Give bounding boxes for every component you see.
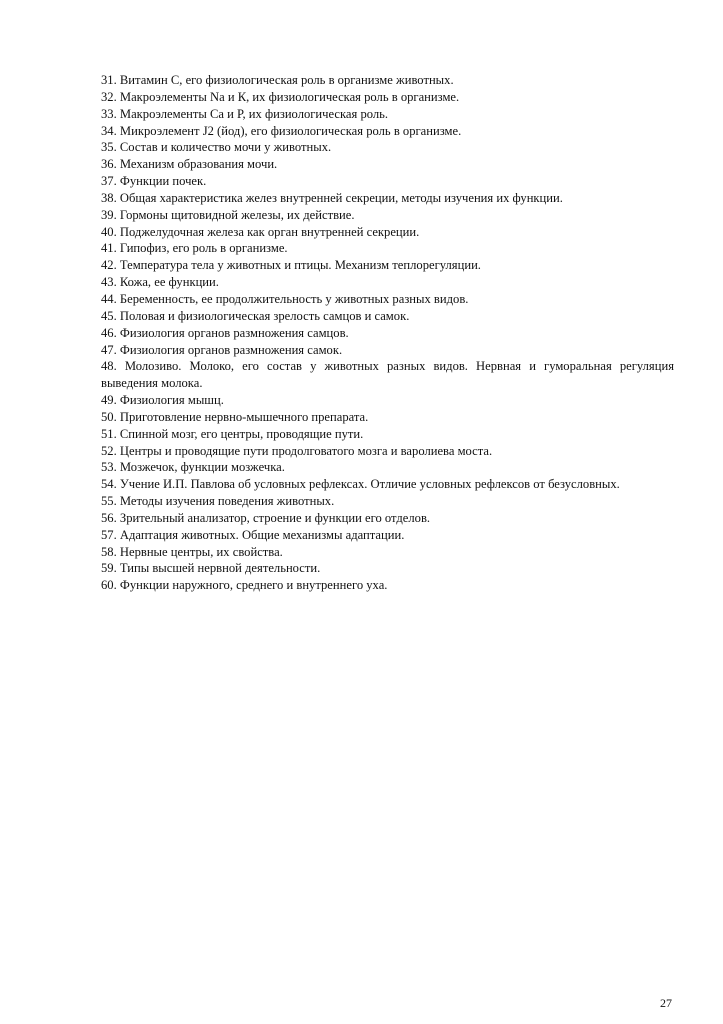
list-item: 33. Макроэлементы Са и Р, их физиологическая роль. [101,106,389,121]
list-item: 48. Молозиво. Молоко, его состав у животных разных видов. Нервная и гуморальная регуляция выведения молока. [101,359,674,391]
list-item: 53. Мозжечок, функции мозжечка. [101,460,285,475]
list-item: 36. Механизм образования мочи. [101,157,278,172]
question-list [101,72,674,594]
list-item: 31. Витамин С, его физиологическая роль в организме животных. [101,73,454,87]
list-item: 34. Микроэлемент J2 (йод), его физиологическая роль в организме. [101,123,462,138]
list-item: 39. Гормоны щитовидной железы, их действие. [101,207,355,222]
list-item: 42. Температура тела у животных и птицы. Механизм теплорегуляции. [101,258,481,273]
list-item: 32. Макроэлементы Na и К, их физиологическая роль в организме. [101,89,460,104]
list-item: 56. Зрительный анализатор, строение и функции его отделов. [101,510,431,525]
list-item: 58. Нервные центры, их свойства. [101,544,283,559]
page-number: 27 [660,996,672,1010]
list-item: 59. Типы высшей нервной деятельности. [101,561,321,576]
list-item: 44. Беременность, ее продолжительность у животных разных видов. [101,291,469,306]
list-item: 60. Функции наружного, среднего и внутреннего уха. [101,578,388,593]
list-item: 57. Адаптация животных. Общие механизмы адаптации. [101,527,405,542]
list-item: 35. Состав и количество мочи у животных. [101,140,332,155]
list-item: 49. Физиология мышц. [101,393,224,408]
list-item: 37. Функции почек. [101,174,207,189]
list-item: 41. Гипофиз, его роль в организме. [101,241,288,256]
list-item: 47. Физиология органов размножения самок. [101,342,343,357]
list-item: 50. Приготовление нервно-мышечного препарата. [101,409,369,424]
list-item: 43. Кожа, ее функции. [101,275,219,290]
list-item: 55. Методы изучения поведения животных. [101,494,335,509]
list-item: 40. Поджелудочная железа как орган внутренней секреции. [101,224,420,239]
list-item: 46. Физиология органов размножения самцов. [101,325,349,340]
list-item: 51. Спинной мозг, его центры, проводящие пути. [101,426,364,441]
list-item: 45. Половая и физиологическая зрелость самцов и самок. [101,308,410,323]
list-item: 54. Учение И.П. Павлова об условных рефлексах. Отличие условных рефлексов от безусловных. [101,477,620,492]
list-item: 52. Центры и проводящие пути продолговатого мозга и варолиева моста. [101,443,493,458]
list-item: 38. Общая характеристика желез внутренней секреции, методы изучения их функции. [101,190,563,205]
